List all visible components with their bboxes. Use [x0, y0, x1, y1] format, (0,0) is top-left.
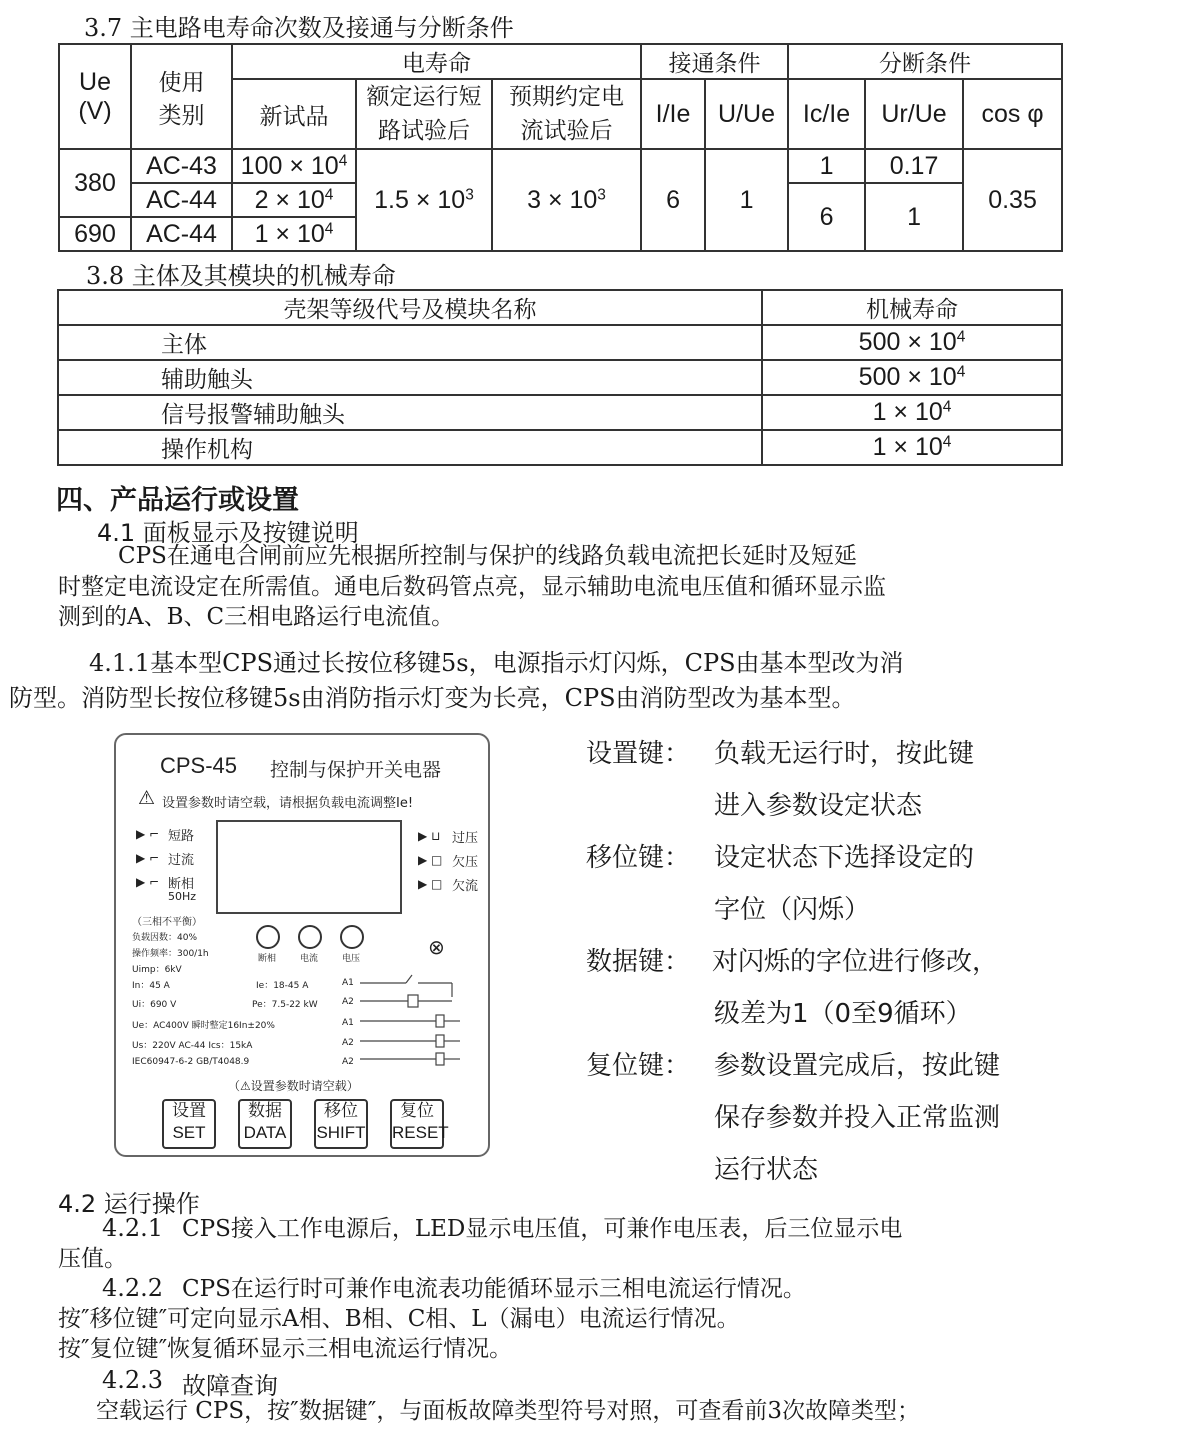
header-make-conditions: 接通条件 — [641, 44, 788, 79]
cell-rated-1-5e3: $1.5 \times 10^3$ — [356, 149, 492, 251]
panel-op-frequency: 操作频率：300/1h — [132, 949, 209, 959]
spec-a2-c: A2 — [342, 1057, 354, 1067]
spec-a1: A1 — [342, 978, 354, 988]
row-aux-contact: 辅助触头 — [58, 360, 762, 395]
section-4-2-1-line1: CPS接入工作电源后，LED显示电压值，可兼作电压表，后三位显示电 — [182, 1216, 903, 1242]
spec-us: Us：220V AC-44 Ics：15kA — [132, 1041, 253, 1051]
panel-frequency: 50Hz — [168, 890, 197, 903]
spec-ui: Ui：690 V — [132, 1000, 177, 1010]
indicator-arrow-icon: ▶ □ — [418, 853, 443, 867]
reset-button[interactable]: 复位 RESET — [390, 1099, 444, 1149]
header-ur-ue: Ur/Ue — [865, 79, 963, 149]
header-electrical-life: 电寿命 — [232, 44, 641, 79]
lamp-icon: ⊗ — [428, 935, 445, 959]
indicator-arrow-icon: ▶ □ — [418, 877, 443, 891]
cell-ac44-380: AC-44 — [131, 183, 232, 217]
row-aux-contact-life: $500 \times 10^4$ — [762, 360, 1062, 395]
row-main-body: 主体 — [58, 325, 762, 360]
paragraph-4-1-1-line2: 防型。消防型长按位移键5s由消防指示灯变为长亮，CPS由消防型改为基本型。 — [9, 684, 856, 712]
row-alarm-aux-contact-life: $1 \times 10^4$ — [762, 395, 1062, 430]
spec-a2-b: A2 — [342, 1038, 354, 1048]
cell-cos-035: 0.35 — [963, 149, 1062, 251]
indicator-overvoltage: 过压 — [452, 831, 479, 846]
header-new-sample: 新试品 — [232, 79, 356, 149]
key-reset-desc-2: 保存参数并投入正常监测 — [714, 1103, 1001, 1133]
paragraph-4-1-1-line1: 4.1.1基本型CPS通过长按位移键5s，电源指示灯闪烁，CPS由基本型改为消 — [89, 649, 904, 677]
key-reset-desc-1: 参数设置完成后，按此键 — [714, 1051, 1001, 1081]
shift-button[interactable]: 移位 SHIFT — [314, 1099, 368, 1149]
mechanical-life-table — [57, 289, 1063, 466]
section-4-1-title: 4.1 面板显示及按键说明 — [97, 519, 359, 547]
header-ic-ie: Ic/Ie — [788, 79, 865, 149]
section-3-8-title: 3.8 主体及其模块的机械寿命 — [86, 262, 396, 290]
panel-unbalance: （三相不平衡） — [132, 917, 202, 928]
header-after-agreed-current: 预期约定电 流试验后 — [492, 79, 641, 149]
spec-standards: IEC60947-6-2 GB/T4048.9 — [132, 1057, 250, 1067]
set-button[interactable]: 设置 SET — [162, 1099, 216, 1149]
key-set-desc-2: 进入参数设定状态 — [714, 791, 923, 821]
paragraph-4-1-line2: 时整定电流设定在所需值。通电后数码管点亮，显示辅助电流电压值和循环显示监 — [58, 574, 886, 600]
electrical-life-table — [58, 43, 1063, 252]
cell-ur-ue-017: 0.17 — [865, 149, 963, 183]
section-4-2-3-title: 故障查询 — [182, 1372, 278, 1400]
key-data-desc-2: 级差为1（0至9循环） — [714, 999, 972, 1029]
panel-product-name: 控制与保护开关电器 — [270, 759, 442, 781]
row-operating-mechanism: 操作机构 — [58, 430, 762, 465]
led-label-phase-loss: 断相 — [258, 954, 277, 964]
cell-new-2e4: $2 \times 10^4$ — [232, 183, 356, 217]
indicator-undervoltage: 欠压 — [452, 855, 479, 870]
header-ue: Ue (V) — [59, 44, 131, 149]
section-4-title: 四、产品运行或设置 — [56, 485, 299, 516]
section-4-2-1-number: 4.2.1 — [102, 1214, 164, 1242]
cell-u-ue-1: 1 — [705, 149, 788, 251]
indicator-arrow-icon: ▶ ⊔ — [418, 829, 441, 843]
header-module-name: 壳架等级代号及模块名称 — [58, 290, 762, 325]
key-set-label: 设置键： — [586, 739, 691, 769]
paragraph-4-1-line3: 测到的A、B、C三相电路运行电流值。 — [58, 604, 455, 630]
key-reset-label: 复位键： — [586, 1051, 691, 1081]
header-cos-phi: cos φ — [963, 79, 1062, 149]
indicator-arrow-icon: ▶ ⌐ — [136, 875, 160, 889]
key-data-desc-1: 对闪烁的字位进行修改， — [712, 947, 999, 977]
led-voltage — [340, 925, 364, 949]
cell-new-100e4: $100 \times 10^4$ — [232, 149, 356, 183]
panel-warning: 设置参数时请空载，请根据负载电流调整Ie! — [162, 796, 414, 811]
section-4-2-2-line3: 按″复位键″恢复循环显示三相电流运行情况。 — [58, 1336, 513, 1362]
spec-in: In：45 A — [132, 981, 170, 991]
section-4-2-3-line1: 空载运行 CPS，按″数据键″，与面板故障类型符号对照，可查看前3次故障类型； — [96, 1398, 920, 1424]
cell-ic-ie-1: 1 — [788, 149, 865, 183]
wiring-diagram — [356, 973, 466, 1073]
display-screen — [216, 820, 402, 914]
led-phase-loss — [256, 925, 280, 949]
cell-ur-ue-1: 1 — [865, 183, 963, 251]
section-4-2-1-line2: 压值。 — [58, 1246, 127, 1272]
section-4-2-3-number: 4.2.3 — [102, 1366, 164, 1394]
key-data-label: 数据键： — [586, 947, 691, 977]
data-button[interactable]: 数据 DATA — [238, 1099, 292, 1149]
led-label-current: 电流 — [300, 954, 319, 964]
key-set-desc-1: 负载无运行时，按此键 — [714, 739, 975, 769]
row-alarm-aux-contact: 信号报警辅助触头 — [58, 395, 762, 430]
spec-a2: A2 — [342, 997, 354, 1007]
indicator-arrow-icon: ▶ ⌐ — [136, 851, 160, 865]
row-main-body-life: $500 \times 10^4$ — [762, 325, 1062, 360]
cell-ic-ie-6: 6 — [788, 183, 865, 251]
header-i-ie: I/Ie — [641, 79, 705, 149]
spec-pe: Pe：7.5-22 kW — [252, 1000, 318, 1010]
section-3-7-title: 3.7 主电路电寿命次数及接通与分断条件 — [84, 14, 514, 42]
warning-icon: ⚠ — [138, 787, 156, 809]
spec-ie: Ie：18-45 A — [256, 981, 309, 991]
panel-uimp: Uimp：6kV — [132, 965, 182, 975]
cell-380: 380 — [59, 149, 131, 217]
section-4-2-2-line1: CPS在运行时可兼作电流表功能循环显示三相电流运行情况。 — [182, 1276, 806, 1302]
indicator-undercurrent: 欠流 — [452, 879, 479, 894]
cell-agreed-3e3: $3 \times 10^3$ — [492, 149, 641, 251]
section-4-2-title: 4.2 运行操作 — [58, 1190, 200, 1218]
panel-bottom-warning: （⚠设置参数时请空载） — [228, 1079, 359, 1093]
key-shift-label: 移位键： — [586, 843, 691, 873]
paragraph-4-1-line1: CPS在通电合闸前应先根据所控制与保护的线路负载电流把长延时及短延 — [118, 543, 857, 569]
panel-model: CPS-45 — [160, 753, 238, 778]
key-shift-desc-2: 字位（闪烁） — [714, 895, 871, 925]
header-break-conditions: 分断条件 — [788, 44, 1062, 79]
row-operating-mechanism-life: $1 \times 10^4$ — [762, 430, 1062, 465]
key-shift-desc-1: 设定状态下选择设定的 — [714, 843, 975, 873]
header-mechanical-life: 机械寿命 — [762, 290, 1062, 325]
key-reset-desc-3: 运行状态 — [714, 1155, 819, 1185]
led-label-voltage: 电压 — [342, 954, 361, 964]
cell-ac44-690: AC-44 — [131, 217, 232, 251]
spec-ue: Ue：AC400V 瞬时整定16In±20% — [132, 1021, 275, 1031]
header-u-ue: U/Ue — [705, 79, 788, 149]
section-4-2-2-number: 4.2.2 — [102, 1274, 164, 1302]
cell-new-1e4: $1 \times 10^4$ — [232, 217, 356, 251]
indicator-short: 短路 — [168, 829, 195, 844]
control-panel-illustration — [114, 733, 490, 1157]
cell-i-ie-6: 6 — [641, 149, 705, 251]
spec-a1-b: A1 — [342, 1018, 354, 1028]
header-category: 使用 类别 — [131, 44, 232, 149]
indicator-overcurrent: 过流 — [168, 853, 195, 868]
panel-load-factor: 负载因数：40% — [132, 933, 198, 943]
indicator-phase-loss: 断相 — [168, 877, 195, 892]
led-current — [298, 925, 322, 949]
indicator-arrow-icon: ▶ ⌐ — [136, 827, 160, 841]
cell-ac43: AC-43 — [131, 149, 232, 183]
section-4-2-2-line2: 按″移位键″可定向显示A相、B相、C相、L（漏电）电流运行情况。 — [58, 1306, 740, 1332]
cell-690: 690 — [59, 217, 131, 251]
header-after-rated-short: 额定运行短 路试验后 — [356, 79, 492, 149]
